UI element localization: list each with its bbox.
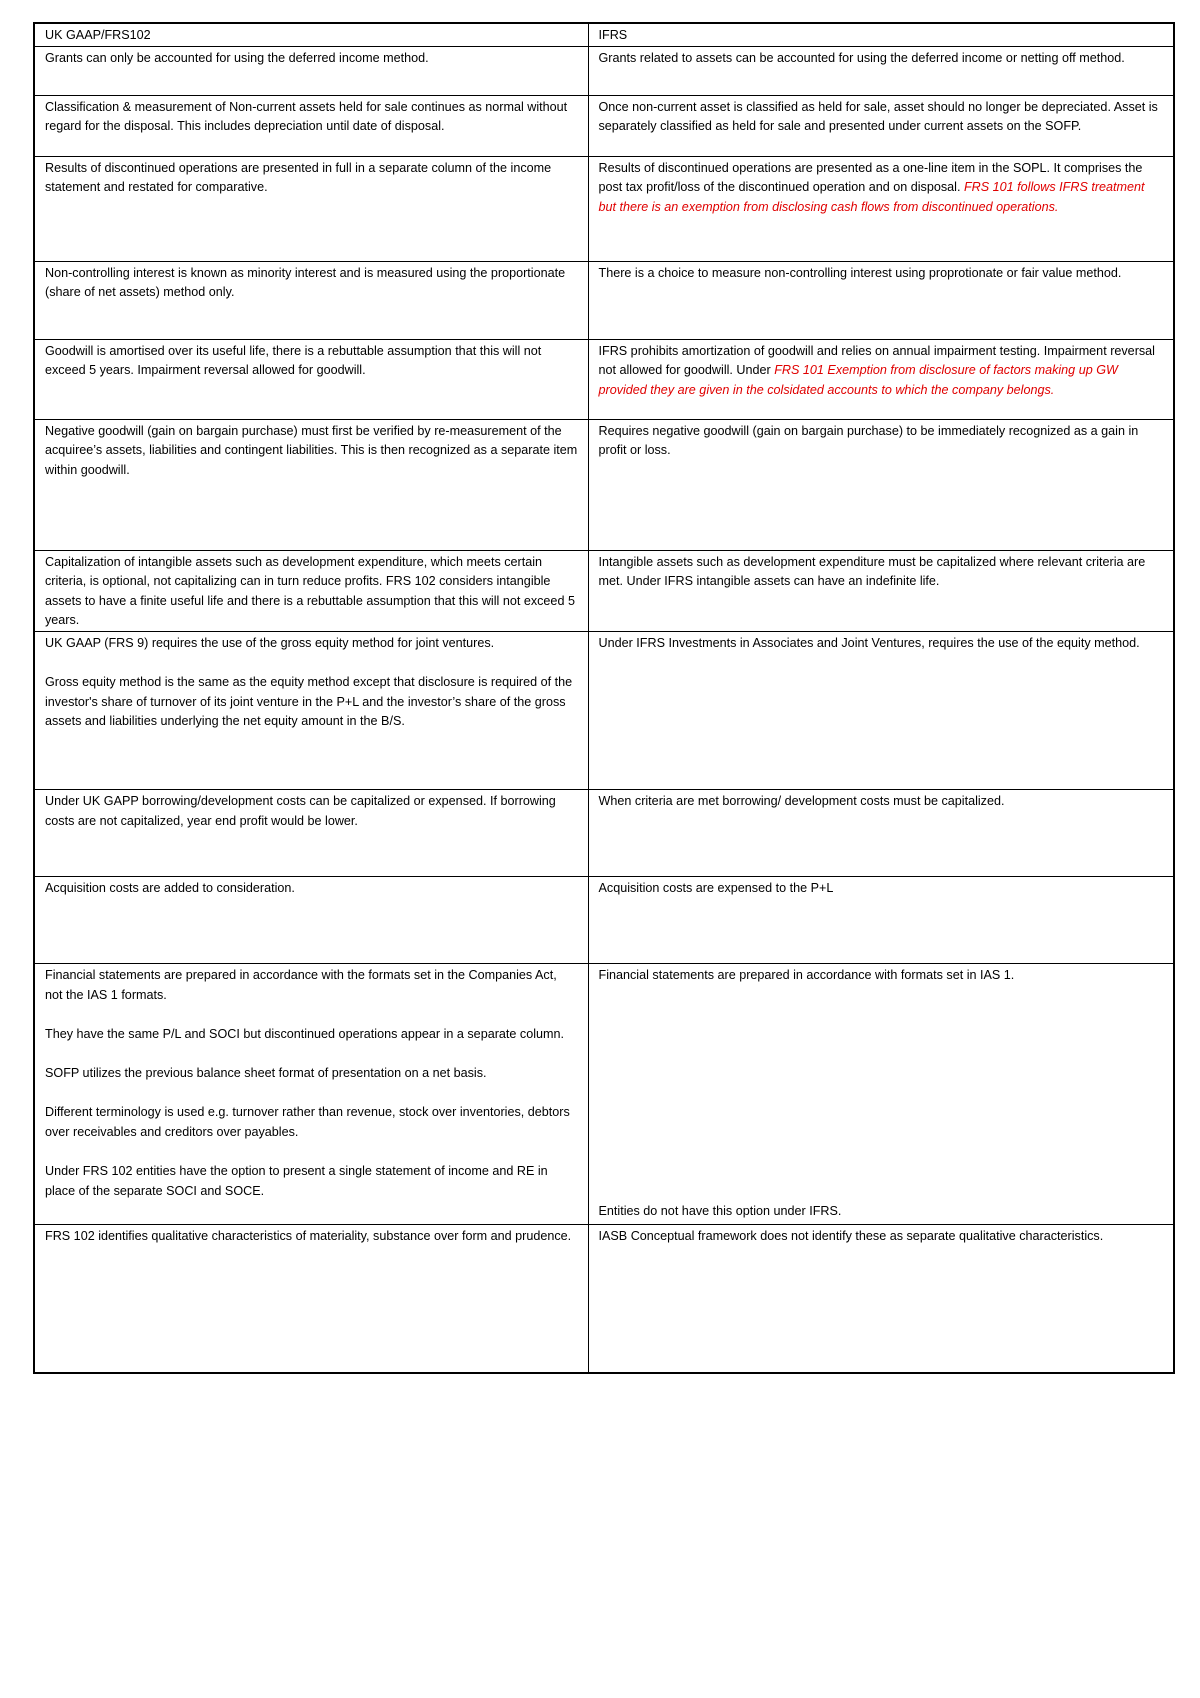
row-right-cell	[588, 789, 1174, 876]
table-row	[34, 419, 1174, 550]
table-row	[34, 95, 1174, 156]
row-right-text: There is a choice to measure non-controlling interest using proprotionate or fair value method.	[598, 265, 1122, 280]
row-left-cell	[34, 46, 588, 95]
row-left-text: Under UK GAPP borrowing/development costs can be capitalized or expensed. If borrowing costs are not capitalized, year end profit would be lower.	[45, 793, 556, 828]
row-left-cell	[34, 550, 588, 631]
table-row	[34, 46, 1174, 95]
row-left-text: Non-controlling interest is known as minority interest and is measured using the proportionate (share of net assets) method only.	[45, 265, 566, 300]
table-row	[34, 261, 1174, 339]
table-row	[34, 963, 1174, 1224]
row-left-text: Gross equity method is the same as the equity method except that disclosure is required of the investor's share of turnover of its joint venture in the P+L and the investor’s share of the gross assets and liabilities underlying the net equity amount in the B/S.	[45, 675, 573, 729]
table-row	[34, 876, 1174, 963]
header-uk-gaap	[34, 23, 588, 46]
row-right-cell	[588, 631, 1174, 789]
row-right-cell	[588, 1224, 1174, 1373]
row-right-text: IFRS prohibits amortization of goodwill and relies on annual impairment testing. Impairment reversal not allowed for goodwill. Under	[598, 343, 1155, 378]
row-right-cell	[588, 419, 1174, 550]
row-left-text: Negative goodwill (gain on bargain purchase) must first be verified by re-measurement of the acquiree’s assets, liabilities and contingent liabilities. This is then recognized as a separate item within goodwill.	[45, 423, 578, 477]
paragraph-gap	[45, 1142, 578, 1162]
row-left-text: Financial statements are prepared in accordance with the formats set in the Companies Act, not the IAS 1 formats.	[45, 967, 557, 1002]
row-right-text: Financial statements are prepared in accordance with formats set in IAS 1.	[598, 967, 1015, 982]
row-left-cell	[34, 789, 588, 876]
paragraph-gap	[45, 1084, 578, 1104]
row-left-text: Goodwill is amortised over its useful life, there is a rebuttable assumption that this will not exceed 5 years. Impairment reversal allowed for goodwill.	[45, 343, 542, 378]
header-ifrs	[588, 23, 1174, 46]
row-left-text: Grants can only be accounted for using the deferred income method.	[45, 50, 429, 65]
row-right-cell	[588, 876, 1174, 963]
table-header-row	[34, 23, 1174, 46]
row-left-text: They have the same P/L and SOCI but discontinued operations appear in a separate column.	[45, 1026, 564, 1041]
header-right-label: IFRS	[598, 28, 628, 42]
row-left-cell	[34, 156, 588, 261]
row-right-text: Requires negative goodwill (gain on bargain purchase) to be immediately recognized as a gain in profit or loss.	[598, 423, 1139, 458]
table-row	[34, 789, 1174, 876]
row-right-cell	[588, 46, 1174, 95]
row-left-cell	[34, 95, 588, 156]
table-row	[34, 156, 1174, 261]
row-left-cell	[34, 876, 588, 963]
row-left-text: Different terminology is used e.g. turnover rather than revenue, stock over inventories, debtors over receivables and creditors over payables.	[45, 1105, 570, 1139]
row-right-text: Intangible assets such as development expenditure must be capitalized where relevant criteria are met. Under IFRS intangible assets can have an indefinite life.	[598, 554, 1146, 589]
row-right-text: Results of discontinued operations are presented as a one-line item in the SOPL. It comprises the post tax profit/loss of the discontinued operation and on disposal.	[598, 160, 1143, 195]
row-left-cell	[34, 339, 588, 419]
paragraph-gap	[45, 1044, 578, 1064]
table-row	[34, 550, 1174, 631]
row-right-bottom-text: Entities do not have this option under IFRS.	[598, 1204, 842, 1219]
row-left-cell	[34, 963, 588, 1224]
row-left-cell	[34, 419, 588, 550]
header-left-label: UK GAAP/FRS102	[45, 28, 151, 42]
table-row	[34, 1224, 1174, 1373]
row-right-cell	[588, 156, 1174, 261]
row-left-cell	[34, 631, 588, 789]
row-right-cell	[588, 963, 1174, 1224]
table-row	[34, 631, 1174, 789]
paragraph-gap	[45, 654, 578, 674]
row-right-cell	[588, 550, 1174, 631]
row-right-cell	[588, 339, 1174, 419]
row-left-text: Classification & measurement of Non-current assets held for sale continues as normal without regard for the disposal. This includes depreciation until date of disposal.	[45, 99, 568, 134]
row-right-text: IASB Conceptual framework does not identify these as separate qualitative characteristics.	[598, 1228, 1104, 1243]
row-right-text: When criteria are met borrowing/ development costs must be capitalized.	[598, 793, 1005, 808]
row-left-text: Under FRS 102 entities have the option to present a single statement of income and RE in place of the separate SOCI and SOCE.	[45, 1163, 548, 1198]
row-left-text: UK GAAP (FRS 9) requires the use of the gross equity method for joint ventures.	[45, 635, 495, 650]
row-left-text: Acquisition costs are added to consideration.	[45, 880, 295, 895]
row-left-text: FRS 102 identifies qualitative characteristics of materiality, substance over form and prudence.	[45, 1228, 572, 1243]
row-right-text: Once non-current asset is classified as held for sale, asset should no longer be depreciated. Asset is separately classified as held for sale and presented under current assets on the SOFP.	[598, 99, 1158, 134]
row-left-cell	[34, 261, 588, 339]
row-right-red-note: FRS 101 follows IFRS treatment but there is an exemption from disclosing cash flows from discontinued operations.	[598, 180, 1145, 214]
row-right-text: Grants related to assets can be accounted for using the deferred income or netting off method.	[598, 50, 1125, 65]
row-right-text: Under IFRS Investments in Associates and Joint Ventures, requires the use of the equity method.	[598, 635, 1140, 650]
comparison-table	[33, 22, 1175, 1374]
row-right-red-note: FRS 101 Exemption from disclosure of factors making up GW provided they are given in the colsidated accounts to which the company belongs.	[598, 363, 1118, 397]
row-right-cell	[588, 95, 1174, 156]
table-row	[34, 339, 1174, 419]
row-left-text: Capitalization of intangible assets such as development expenditure, which meets certain criteria, is optional, not capitalizing can in turn reduce profits. FRS 102 considers intangible assets to have a finite useful life and there is a rebuttable assumption that this will not exceed 5 years.	[45, 554, 575, 628]
row-left-text: Results of discontinued operations are presented in full in a separate column of the income statement and restated for comparative.	[45, 160, 552, 195]
row-right-cell	[588, 261, 1174, 339]
paragraph-gap	[45, 1005, 578, 1025]
row-right-text: Acquisition costs are expensed to the P+L	[598, 880, 834, 895]
row-left-cell	[34, 1224, 588, 1373]
row-left-text: SOFP utilizes the previous balance sheet format of presentation on a net basis.	[45, 1065, 487, 1080]
